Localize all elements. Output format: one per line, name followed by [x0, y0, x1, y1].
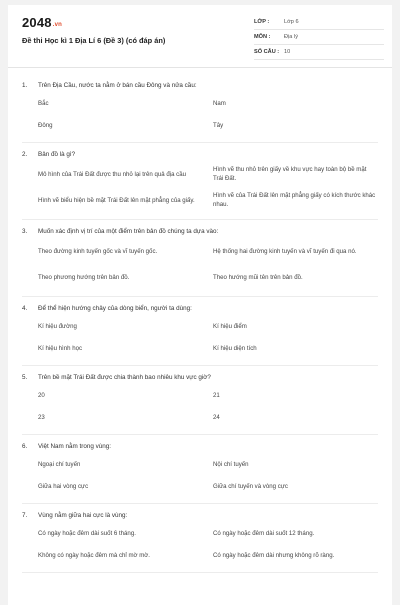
answer-option[interactable]: Nam	[213, 99, 226, 107]
answer-option[interactable]: Không có ngày hoặc đêm mà chỉ mờ mờ.	[38, 551, 150, 559]
question-7	[22, 512, 378, 573]
question-2	[22, 151, 378, 220]
question-6	[22, 443, 378, 504]
answer-option[interactable]: Theo phương hướng trên bản đồ.	[38, 273, 130, 281]
answer-option[interactable]: Đông	[38, 121, 53, 129]
answer-option[interactable]: 21	[213, 391, 220, 399]
answer-option[interactable]: Kí hiệu hình học	[38, 344, 83, 352]
answer-option[interactable]: Kí hiệu diện tích	[213, 344, 257, 352]
answer-option[interactable]: 24	[213, 413, 220, 421]
answer-option[interactable]: 23	[38, 413, 45, 421]
question-number: 6.	[22, 443, 28, 450]
question-text: Trên bề mặt Trái Đất được chia thành bao nhiêu khu vực giờ?	[38, 374, 211, 381]
meta-value: Địa lý	[284, 34, 298, 40]
answer-option[interactable]: Kí hiệu đường	[38, 322, 77, 330]
answer-option[interactable]: Giữa chí tuyến và vòng cực	[213, 482, 288, 490]
answer-option[interactable]: Ngoại chí tuyến	[38, 460, 81, 468]
meta-key: MÔN :	[254, 34, 271, 40]
meta-key: LỚP :	[254, 19, 270, 25]
logo-main: 2048	[22, 15, 52, 30]
question-number: 1.	[22, 82, 28, 89]
exam-sheet	[8, 5, 392, 605]
answer-option[interactable]: Hình vẽ biểu hiện bề mặt Trái Đất lên mặt phẳng của giấy.	[38, 196, 195, 204]
meta-value: 10	[284, 49, 291, 55]
logo-suffix: .vn	[52, 22, 63, 28]
meta-row-subject	[254, 30, 384, 45]
question-number: 2.	[22, 151, 28, 158]
question-1	[22, 82, 378, 143]
question-text: Để thể hiện hướng chảy của dòng biển, người ta dùng:	[38, 305, 192, 312]
answer-option[interactable]: 20	[38, 391, 45, 399]
answer-option[interactable]: Có ngày hoặc đêm dài suốt 6 tháng.	[38, 529, 136, 537]
meta-value: Lớp 6	[284, 19, 299, 25]
answer-option[interactable]: Hệ thống hai đường kinh tuyến và vĩ tuyến đi qua nó.	[213, 247, 357, 255]
meta-row-class	[254, 15, 384, 30]
question-4	[22, 305, 378, 366]
answer-option[interactable]: Bắc	[38, 99, 49, 107]
page-title: Đề thi Học kì 1 Địa Lí 6 (Đề 3) (có đáp án)	[22, 36, 166, 45]
answer-option[interactable]: Theo hướng mũi tên trên bản đồ.	[213, 273, 303, 281]
site-logo[interactable]	[22, 15, 62, 30]
question-text: Trên Địa Cầu, nước ta nằm ở bán cầu Đông và nửa cầu:	[38, 82, 197, 89]
question-number: 4.	[22, 305, 28, 312]
question-number: 7.	[22, 512, 28, 519]
question-3	[22, 228, 378, 297]
meta-key: SỐ CÂU :	[254, 49, 280, 55]
answer-option[interactable]: Giữa hai vòng cực	[38, 482, 89, 490]
exam-header	[8, 5, 392, 68]
exam-meta	[254, 15, 384, 60]
answer-option[interactable]: Mô hình của Trái Đất được thu nhỏ lại trên quả địa cầu	[38, 170, 186, 178]
meta-row-count	[254, 45, 384, 60]
answer-option[interactable]: Có ngày hoặc đêm dài suốt 12 tháng.	[213, 529, 315, 537]
answer-option[interactable]: Tây	[213, 121, 224, 129]
question-text: Việt Nam nằm trong vùng:	[38, 443, 112, 450]
answer-option[interactable]: Theo đường kinh tuyến gốc và vĩ tuyến gốc.	[38, 247, 158, 255]
answer-option[interactable]: Nội chí tuyến	[213, 460, 249, 468]
question-list	[8, 68, 392, 573]
question-text: Muốn xác định vị trí của một điểm trên bản đồ chúng ta dựa vào:	[38, 228, 219, 235]
answer-option[interactable]: Kí hiệu điểm	[213, 322, 247, 330]
question-text: Bản đồ là gì?	[38, 151, 76, 158]
question-number: 3.	[22, 228, 28, 235]
question-number: 5.	[22, 374, 28, 381]
answer-option[interactable]: Hình vẽ của Trái Đất lên mặt phẳng giấy có kích thước khác nhau.	[213, 192, 376, 208]
answer-option[interactable]: Có ngày hoặc đêm dài nhưng không rõ ràng.	[213, 551, 335, 559]
answer-option[interactable]: Hình vẽ thu nhỏ trên giấy về khu vực hay toàn bộ bề mặt Trái Đất.	[213, 166, 367, 182]
question-text: Vùng nằm giữa hai cực là vùng:	[38, 512, 128, 519]
question-5	[22, 374, 378, 435]
